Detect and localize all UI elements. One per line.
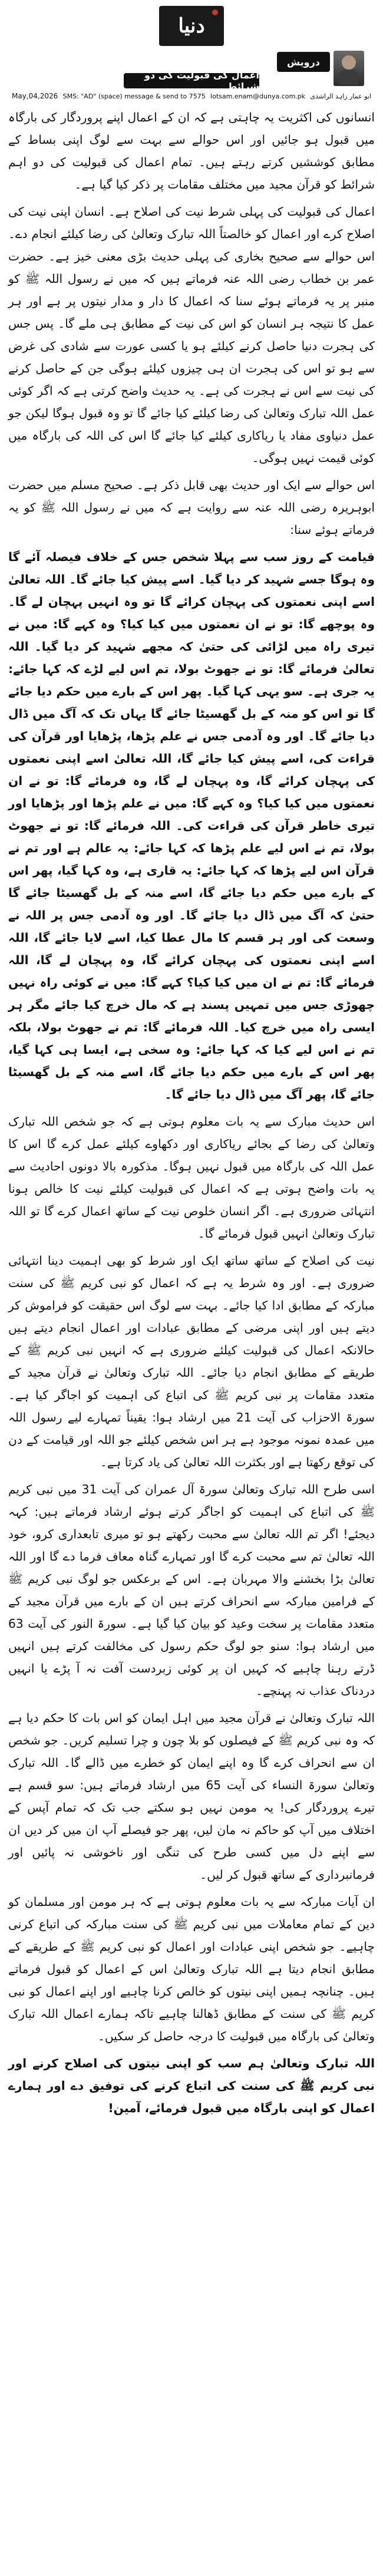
paragraph: اسی طرح اللہ تبارک وتعالیٰ سورۃ آل عمران کی آیت 31 میں نبی کریم ﷺ کی اتباع کی اہمیت کو اجاگر کرتے ہوئے ارشاد فرماتے ہیں: کہہ دیجئے! اگر تم اللہ تعالیٰ سے محبت رکھتے ہو تو میری تابعداری کرو، خود اللہ تعالیٰ تم سے محبت کرے گا اور تمہارے گناہ معاف فرما دے گا اور اللہ تعالیٰ بڑا بخشنے والا مہربان ہے۔ اس کے برعکس جو لوگ نبی کریم ﷺ کے فرامین مبارکہ سے انحراف کرتے ہیں ان کے بارے میں قرآن مجید کے متعدد مقامات پر سخت وعید کو بیان کیا گیا ہے۔ سورۃ النور کی آیت 63 میں ارشاد ہوا: سنو جو لوگ حکم رسول کی مخالفت کرتے ہیں انہیں ڈرتے رہنا چاہیے کہ کہیں ان پر کوئی زبردست آفت نہ آ پڑے یا انہیں دردناک عذاب نہ پہنچے۔ <box>8 1482 375 1698</box>
meta-line <box>12 91 371 101</box>
publish-date: May,04,2026 <box>12 92 58 100</box>
column-title: اعمال کی قبولیت کی دو شرائط <box>124 73 259 88</box>
author-name: ابو عمار زاہد الراشدی <box>310 92 371 100</box>
paragraph: ان آیات مبارکہ سے یہ بات معلوم ہوتی ہے کہ ہر مومن اور مسلمان کو دین کے تمام معاملات میں نبی کریم ﷺ کی سنت مبارکہ کی اتباع کرنی چاہیے۔ جو شخص اپنی عبادات اور اعمال کو نبی کریم ﷺ کے طریقے کے مطابق انجام دیتا ہے اللہ تبارک وتعالیٰ اس کے اعمال کو قبول فرماتے ہیں۔ چنانچہ ہمیں اپنی نیتوں کو خالص کرنا چاہیے اور اپنے اعمال کو نبی کریم ﷺ کی سنت کے مطابق ڈھالنا چاہیے تاکہ ہمارے اعمال اللہ تبارک وتعالیٰ کی بارگاہ میں قبولیت کا درجہ حاصل کر سکیں۔ <box>8 1895 375 2043</box>
paragraph: اس حوالے سے ایک اور حدیث بھی قابل ذکر ہے۔ صحیح مسلم میں حضرت ابوہریرہ رضی اللہ عنہ سے روایت ہے کہ میں نے رسول اللہ ﷺ کو یہ فرماتے ہوئے سنا: <box>8 478 375 537</box>
paragraph: اعمال کی قبولیت کی پہلی شرط نیت کی اصلاح ہے۔ انسان اپنی نیت کی اصلاح کرے اور اعمال کو خالصتاً اللہ تبارک وتعالیٰ کی رضا کیلئے انجام دے۔ اس حوالے سے صحیح بخاری کی پہلی حدیث بڑی معنی خیز ہے۔ حضرت عمر بن خطاب رضی اللہ عنہ فرماتے ہیں کہ میں نے رسول اللہ ﷺ کو منبر پر یہ فرماتے ہوئے سنا کہ اعمال کا دار و مدار نیتوں پر ہے اور ہر عمل کا نتیجہ ہر انسان کو اس کی نیت کے مطابق ہی ملے گا۔ پس جس کی ہجرت دنیا حاصل کرنے کیلئے ہو یا کسی عورت سے شادی کی غرض سے ہو تو اس کی ہجرت ان ہی چیزوں کیلئے ہوگی جن کے حاصل کرنے کی نیت سے اس نے ہجرت کی ہے۔ یہ حدیث واضح کرتی ہے کہ اگر کوئی عمل اللہ تبارک وتعالیٰ کی رضا کیلئے کیا جائے گا تو وہ قبول ہوگا لیکن جو عمل دنیاوی مفاد یا ریاکاری کیلئے کیا جائے گا اس کی اللہ کی بارگاہ میں کوئی قیمت نہیں ہوگی۔ <box>8 205 375 465</box>
author-tag: درویش <box>277 52 330 72</box>
article-body <box>8 106 375 2124</box>
logo-dot-icon <box>212 9 218 15</box>
paragraph: اس حدیث مبارک سے یہ بات معلوم ہوتی ہے کہ جو شخص اللہ تبارک وتعالیٰ کی رضا کے بجائے ریاکاری اور دکھاوے کیلئے عمل کرے گا اس کا عمل اللہ کی بارگاہ میں قبول نہیں ہوگا۔ مذکورہ بالا دونوں احادیث سے یہ بات واضح ہوتی ہے کہ اعمال کی قبولیت کیلئے نیت کا خالص ہونا انتہائی ضروری ہے۔ اگر انسان خلوص نیت کے ساتھ اعمال کرے گا تو اللہ تبارک وتعالیٰ انہیں قبول فرمائے گا۔ <box>8 1114 375 1241</box>
author-email: lotsam.enam@dunya.com.pk <box>210 92 306 100</box>
paragraph: نیت کی اصلاح کے ساتھ ساتھ ایک اور شرط کو بھی اہمیت دینا انتہائی ضروری ہے۔ اور وہ شرط یہ ہے کہ اعمال کو نبی کریم ﷺ کی سنت مبارکہ کے مطابق ادا کیا جائے۔ بہت سے لوگ اس حقیقت کو فراموش کر دیتے ہیں اور اپنی مرضی کے مطابق عبادات اور اعمال انجام دیتے ہیں حالانکہ اعمال کی قبولیت کیلئے ضروری ہے کہ انہیں نبی کریم ﷺ کے طریقے کے مطابق انجام دیا جائے۔ اللہ تبارک وتعالیٰ نے قرآن مجید کے متعدد مقامات پر نبی کریم ﷺ کی اتباع کی اہمیت کو اجاگر کیا ہے۔ سورۃ الاحزاب کی آیت 21 میں ارشاد ہوا: یقیناً تمہارے لیے رسول اللہ میں عمدہ نمونہ موجود ہے ہر اس شخص کیلئے جو اللہ اور قیامت کے دن کی توقع رکھتا ہے اور بکثرت اللہ تعالیٰ کی یاد کرتا ہے۔ <box>8 1254 375 1469</box>
closing-prayer: اللہ تبارک وتعالیٰ ہم سب کو اپنی نیتوں کی اصلاح کرنے اور نبی کریم ﷺ کی سنت کی اتباع کرنے کی توفیق دے اور ہمارے اعمال کو اپنی بارگاہ میں قبول فرمائے، آمین! <box>8 2056 375 2115</box>
paragraph: انسانوں کی اکثریت یہ چاہتی ہے کہ ان کے اعمال اپنے پروردگار کی بارگاہ میں قبول ہو جائیں اور اس حوالے سے بہت سے لوگ اپنی بساط کے مطابق کوششیں کرتے رہتے ہیں۔ تمام اعمال کی قبولیت کی دو اہم شرائط کو قرآن مجید میں مختلف مقامات پر ذکر کیا گیا ہے۔ <box>8 110 375 192</box>
paragraph: اللہ تبارک وتعالیٰ نے قرآن مجید میں اہل ایمان کو اس بات کا حکم دیا ہے کہ وہ نبی کریم ﷺ کے فیصلوں کو بلا چون و چرا تسلیم کریں۔ جو شخص ان سے انحراف کرے گا وہ اپنے ایمان کو خطرے میں ڈالے گا۔ اللہ تبارک وتعالیٰ سورۃ النساء کی آیت 65 میں ارشاد فرماتے ہیں: سو قسم ہے تیرے پروردگار کی! یہ مومن نہیں ہو سکتے جب تک کہ تمام آپس کے اختلاف میں آپ کو حاکم نہ مان لیں، پھر جو فیصلے آپ ان میں کر دیں ان سے اپنے دل میں کسی طرح کی تنگی اور ناخوشی نہ پائیں اور فرمانبرداری کے ساتھ قبول کر لیں۔ <box>8 1711 375 1882</box>
author-photo <box>334 51 364 86</box>
hadith-quote: قیامت کے روز سب سے پہلا شخص جس کے خلاف فیصلہ آئے گا وہ ہوگا جسے شہید کر دیا گیا۔ اسے پیش کیا جائے گا۔ اللہ تعالیٰ اسے اپنی نعمتوں کی پہچان کرائے گا تو وہ انہیں پہچان لے گا۔ وہ پوچھے گا: تو نے ان نعمتوں میں کیا کیا؟ وہ کہے گا: میں نے تیری راہ میں لڑائی کی حتیٰ کہ مجھے شہید کر دیا گیا۔ اللہ تعالیٰ فرمائے گا: تو نے جھوٹ بولا، تم اس لیے لڑے کہ کہا جائے: یہ جری ہے۔ سو یہی کہا گیا۔ پھر اس کے بارے میں حکم دیا جائے گا تو اس کو منہ کے بل گھسیٹا جائے گا یہاں تک کہ آگ میں ڈال دیا جائے گا۔ اور وہ آدمی جس نے علم پڑھا، پڑھایا اور قرآن کی قراءت کی، اسے پیش کیا جائے گا، اللہ تعالیٰ اسے اپنی نعمتوں کی پہچان کرائے گا، وہ پہچان لے گا، وہ فرمائے گا: تو نے ان نعمتوں میں کیا کیا؟ وہ کہے گا: میں نے علم پڑھا اور پڑھایا اور تیری خاطر قرآن کی قراءت کی۔ اللہ فرمائے گا: تو نے جھوٹ بولا، تم نے اس لیے علم پڑھا کہ کہا جائے: یہ عالم ہے اور تم نے قرآن اس لیے پڑھا کہ کہا جائے: یہ قاری ہے، وہ کہا گیا، پھر اس کے بارے میں حکم دیا جائے گا، اسے منہ کے بل گھسیٹا جائے گا حتیٰ کہ آگ میں ڈال دیا جائے گا۔ اور وہ آدمی جس پر اللہ نے وسعت کی اور ہر قسم کا مال عطا کیا، اسے لایا جائے گا، اللہ اسے اپنی نعمتوں کی پہچان کرائے گا، وہ پہچان لے گا، اللہ فرمائے گا: تم نے ان میں کیا کیا؟ کہے گا: میں نے کوئی راہ نہیں چھوڑی جس میں تمہیں پسند ہے کہ مال خرچ کیا جائے مگر ہر ایسی راہ میں خرچ کیا۔ اللہ فرمائے گا: تم نے جھوٹ بولا، بلکہ تم نے اس لیے کیا کہ کہا جائے: وہ سخی ہے، ایسا ہی کہا گیا، پھر اس کے بارے میں حکم دیا جائے گا، اسے منہ کے بل گھسیٹا جائے گا، پھر آگ میں ڈال دیا جائے گا۔ <box>8 550 375 1101</box>
logo-text: دنیا <box>178 14 205 38</box>
newspaper-logo <box>159 6 224 46</box>
sms-info: SMS: "AD" (space) message & send to 7575 <box>62 92 206 100</box>
masthead <box>0 0 383 100</box>
